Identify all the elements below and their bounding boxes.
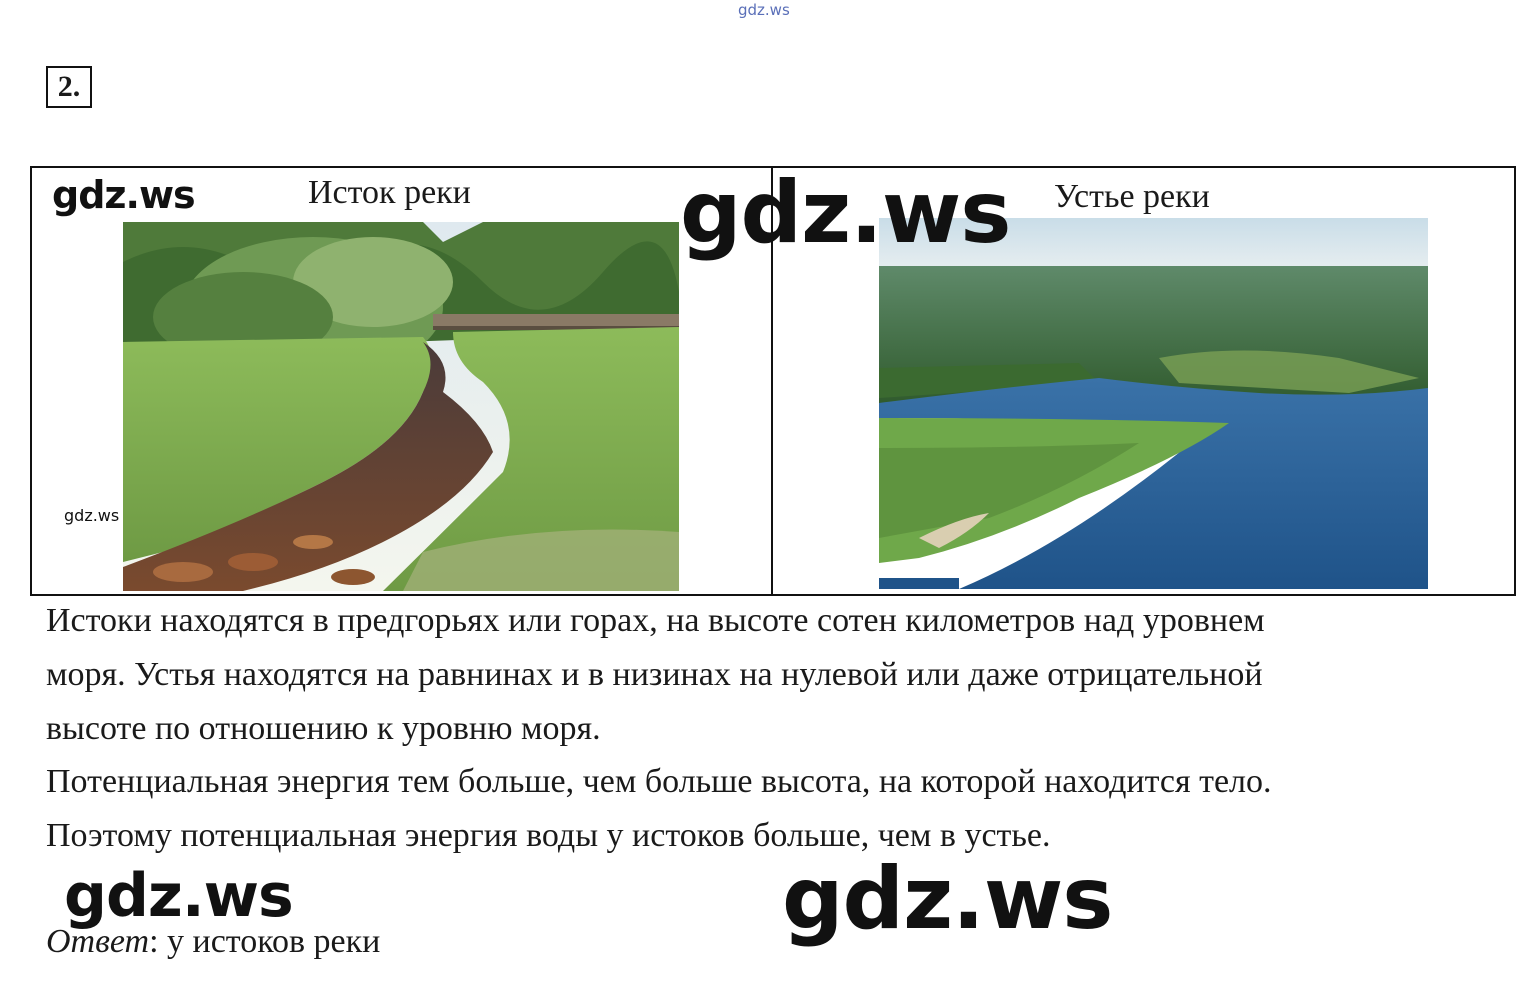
watermark-small-photo: gdz.ws (64, 506, 120, 525)
body-line-2: моря. Устья находятся на равнинах и в низинах на нулевой или даже отрицательной (46, 656, 1263, 693)
stream-source-photo (123, 222, 679, 591)
watermark-bottom-left: gdz.ws (64, 861, 293, 931)
watermark-cell: gdz.ws (52, 173, 195, 217)
answer-separator: : (149, 923, 159, 960)
answer-label: Ответ (46, 923, 150, 960)
body-line-4: Потенциальная энергия тем больше, чем больше высота, на которой находится тело. (46, 763, 1272, 800)
watermark-large-top: gdz.ws (680, 163, 1011, 263)
answer-line (46, 918, 380, 966)
task-number: 2. (46, 66, 92, 108)
body-line-1: Истоки находятся в предгорьях или горах, на высоте сотен километров над уровнем (46, 602, 1265, 639)
body-line-5: Поэтому потенциальная энергия воды у истоков больше, чем в устье. (46, 817, 1051, 854)
watermark-top: gdz.ws (738, 1, 790, 19)
answer-text: у истоков реки (158, 923, 381, 960)
river-mouth-aerial-photo (879, 218, 1428, 589)
right-cell-title: Устье реки (1054, 178, 1210, 215)
left-cell-title: Исток реки (308, 174, 471, 211)
body-line-3: высоте по отношению к уровню моря. (46, 710, 601, 747)
watermark-bottom-center: gdz.ws (782, 849, 1113, 949)
